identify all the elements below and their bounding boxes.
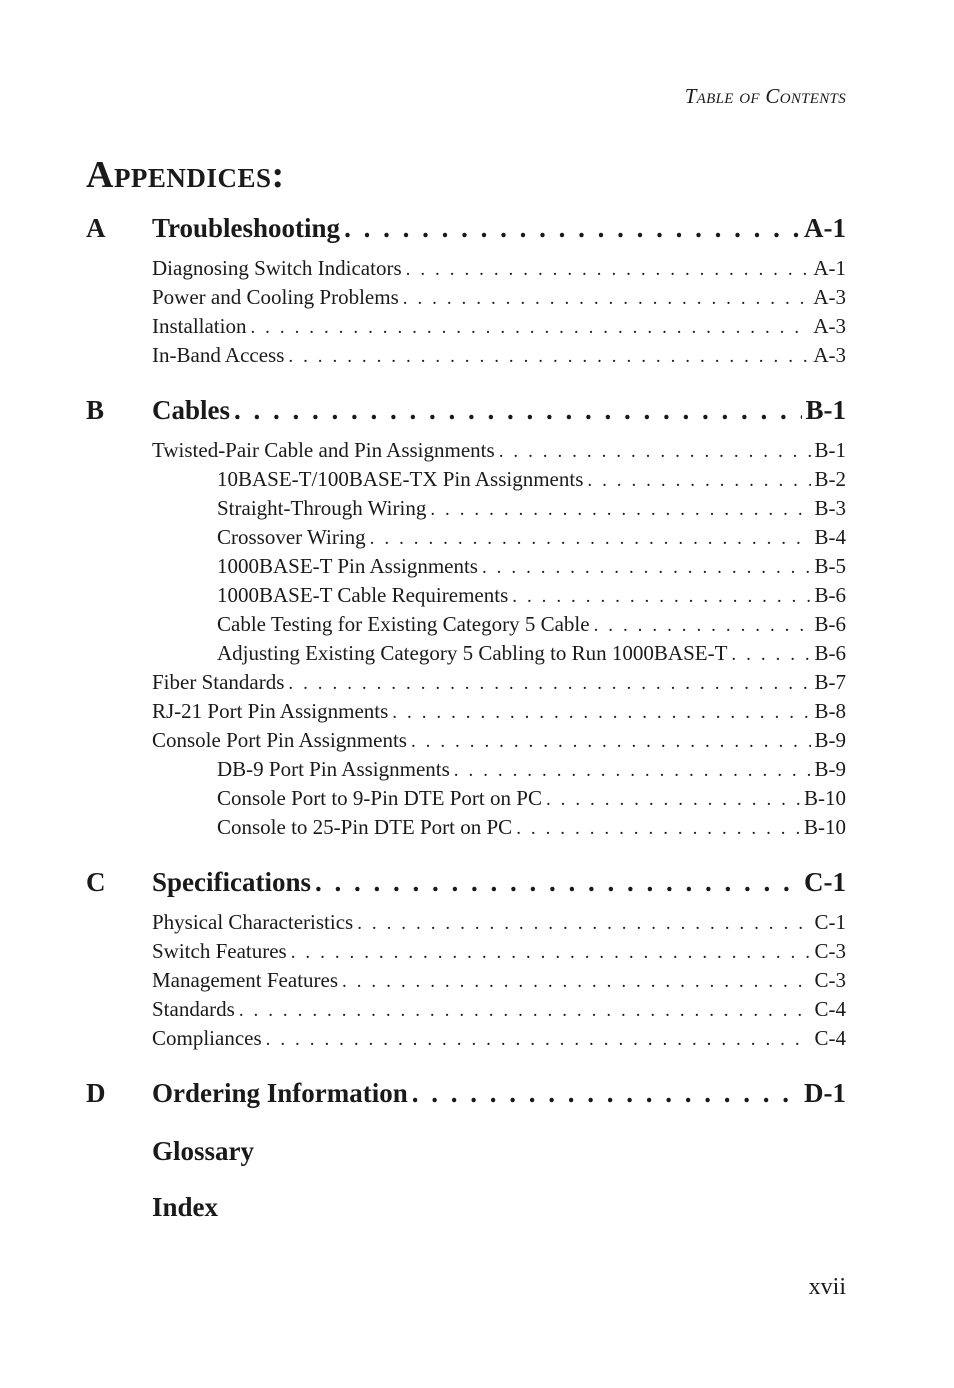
page-ref: B-2 [814,467,846,491]
toc-sub-entry[interactable] [86,1024,846,1053]
toc-sub-entry[interactable] [86,341,846,370]
page-ref: A-1 [804,213,846,243]
running-head: Table of Contents [684,84,846,108]
page-ref: C-3 [814,939,846,963]
toc-sub-entry[interactable] [86,639,846,668]
entry-title: Console Port Pin Assignments [152,728,407,752]
toc-section [86,1075,846,1133]
dot-leader [594,611,811,640]
dot-leader [430,495,810,524]
entry-title: Switch Features [152,939,287,963]
dot-leader [288,342,809,371]
toc-sub-entry[interactable] [86,254,846,283]
dot-leader [344,210,800,246]
dot-leader [234,392,801,428]
toc-section [86,210,846,392]
toc-sub-entry[interactable] [86,784,846,813]
toc-section [86,864,846,1075]
dot-leader [291,938,811,967]
page-ref: B-3 [814,496,846,520]
dot-leader [454,756,811,785]
page-ref: C-4 [814,1026,846,1050]
section-gap [86,370,846,392]
dot-leader [342,967,810,996]
entry-title: Cable Testing for Existing Category 5 Cable [217,612,590,636]
dot-leader [250,313,809,342]
entry-title: Straight-Through Wiring [217,496,427,520]
section-gap [86,1053,846,1075]
toc-sub-list [86,908,846,1053]
dot-leader [315,864,800,900]
toc-main-entry[interactable] [86,210,846,246]
dot-leader [482,553,811,582]
page-ref: B-7 [814,670,846,694]
page-ref: A-3 [813,343,846,367]
entry-title: Physical Characteristics [152,910,354,934]
toc-sub-entry[interactable] [86,937,846,966]
entry-title: In-Band Access [152,343,285,367]
toc-sub-entry[interactable] [86,995,846,1024]
page-ref: A-1 [813,256,846,280]
dot-leader [512,582,810,611]
page-ref: C-3 [814,968,846,992]
entry-title: Console Port to 9-Pin DTE Port on PC [217,786,542,810]
section-gap [86,1225,846,1245]
page-ref: B-8 [814,699,846,723]
entry-title: Console to 25-Pin DTE Port on PC [217,815,513,839]
dot-leader [516,814,800,843]
page-ref: B-1 [814,438,846,462]
toc-main-entry[interactable] [86,864,846,900]
entry-title: Compliances [152,1026,262,1050]
page-ref: B-5 [814,554,846,578]
dot-leader [239,996,811,1025]
dot-leader [266,1025,811,1054]
page-ref: C-1 [804,867,846,897]
toc-sub-entry[interactable] [86,552,846,581]
appendix-letter: C [86,867,106,897]
dot-leader [406,255,810,284]
page-ref: C-1 [814,910,846,934]
entry-title: Diagnosing Switch Indicators [152,256,402,280]
appendix-title: Cables [152,395,231,425]
entry-title: Fiber Standards [152,670,285,694]
entry-title: Management Features [152,968,339,992]
toc-sub-entry[interactable] [86,755,846,784]
toc-sub-entry[interactable] [86,312,846,341]
toc-sub-entry[interactable] [86,697,846,726]
dot-leader [587,466,810,495]
appendix-title: Specifications [152,867,311,897]
page-ref: B-4 [814,525,846,549]
toc-sub-entry[interactable] [86,668,846,697]
entry-title: Power and Cooling Problems [152,285,399,309]
toc-sub-entry[interactable] [86,465,846,494]
toc-sub-list [86,436,846,842]
appendix-letter: A [86,213,106,243]
toc-sub-entry[interactable] [86,494,846,523]
appendix-letter: D [86,1078,106,1108]
page-ref: B-9 [814,728,846,752]
dot-leader [412,1075,800,1111]
entry-title: Crossover Wiring [217,525,366,549]
page-ref: B-1 [805,395,846,425]
dot-leader [499,437,811,466]
section-gap [86,1111,846,1133]
page-ref: A-3 [813,314,846,338]
entry-title: DB-9 Port Pin Assignments [217,757,450,781]
dot-leader [370,524,811,553]
page-ref: B-6 [814,612,846,636]
toc-sub-entry[interactable] [86,966,846,995]
entry-title: Installation [152,314,247,338]
entry-title: 10BASE-T/100BASE-TX Pin Assignments [217,467,584,491]
page-ref: B-10 [804,815,846,839]
toc-sub-entry[interactable] [86,813,846,842]
page-ref: A-3 [813,285,846,309]
toc-sub-entry[interactable] [86,283,846,312]
page-ref: B-6 [814,583,846,607]
entry-title: 1000BASE-T Cable Requirements [217,583,509,607]
page-title: Appendices: [86,154,285,196]
toc-sub-entry[interactable] [86,581,846,610]
entry-title: Standards [152,997,235,1021]
toc-main-entry[interactable] [86,1075,846,1111]
entry-title: Adjusting Existing Category 5 Cabling to Run 1000BASE-T [217,641,728,665]
appendix-letter: B [86,395,105,425]
toc-extra-entry[interactable]: Index [152,1192,219,1222]
dot-leader [403,284,810,313]
toc-section [86,392,846,864]
page-ref: B-6 [814,641,846,665]
appendix-title: Troubleshooting [152,213,341,243]
toc-sub-entry[interactable] [86,436,846,465]
toc-sub-list [86,254,846,370]
dot-leader [546,785,800,814]
toc-extra-entry[interactable]: Glossary [152,1136,255,1166]
toc-sub-entry[interactable] [86,523,846,552]
section-gap [86,1169,846,1189]
page-ref: B-9 [814,757,846,781]
dot-leader [731,640,810,669]
toc-sub-entry[interactable] [86,726,846,755]
entry-title: 1000BASE-T Pin Assignments [217,554,478,578]
page-ref: B-10 [804,786,846,810]
toc-sub-entry[interactable] [86,908,846,937]
section-gap [86,842,846,864]
table-of-contents [86,210,846,1245]
toc-main-entry[interactable] [86,392,846,428]
entry-title: Twisted-Pair Cable and Pin Assignments [152,438,495,462]
dot-leader [357,909,810,938]
page-number: xvii [808,1274,846,1300]
toc-sub-entry[interactable] [86,610,846,639]
dot-leader [392,698,810,727]
page-ref: C-4 [814,997,846,1021]
dot-leader [411,727,811,756]
entry-title: RJ-21 Port Pin Assignments [152,699,389,723]
page-ref: D-1 [804,1078,846,1108]
appendix-title: Ordering Information [152,1078,408,1108]
dot-leader [288,669,810,698]
